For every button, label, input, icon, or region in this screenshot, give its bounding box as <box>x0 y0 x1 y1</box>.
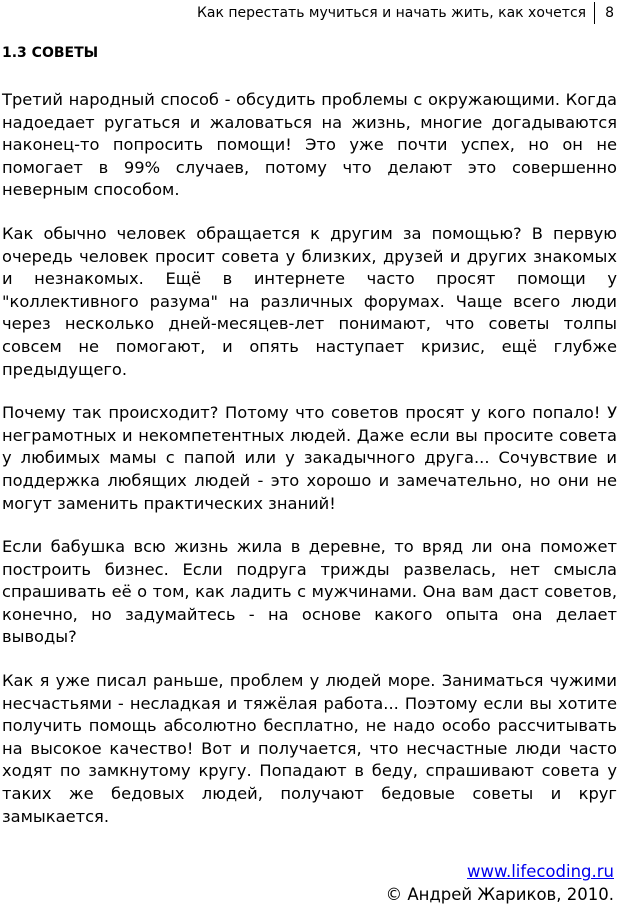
body-text <box>2 89 617 849</box>
paragraph-3: Почему так происходит? Потому что советов просят у кого попало! У неграмотных и некомпетентных людей. Даже если вы просите совета у любимых мамы с папой или у закадычного друга... Сочувствие и поддержка любящих людей - это хорошо и замечательно, но они не могут заменить практических знаний! <box>2 403 617 513</box>
section-heading: 1.3 СОВЕТЫ <box>2 45 99 61</box>
page-header <box>197 4 614 24</box>
paragraph-4: Если бабушка всю жизнь жила в деревне, то вряд ли она поможет построить бизнес. Если подруга трижды развелась, нет смысла спрашивать её о том, как ладить с мужчинами. Она вам даст советов, конечно, но задумайтесь - на основе какого опыта она делает выводы? <box>2 537 617 647</box>
copyright-notice: © Андрей Жариков, 2010. <box>385 885 614 904</box>
paragraph-5: Как я уже писал раньше, проблем у людей море. Заниматься чужими несчастьями - несладкая и тяжёлая работа... Поэтому если вы хотите получить помощь абсолютно бесплатно, не надо особо рассчитывать на высокое качество! Вот и получается, что несчастные люди часто ходят по замкнутому кругу. Попадают в беду, спрашивают совета у таких же бедовых людей, получают бедовые советы и круг замыкается. <box>2 671 617 826</box>
website-link[interactable]: www.lifecoding.ru <box>467 862 614 881</box>
page-footer <box>386 860 614 906</box>
paragraph-2: Как обычно человек обращается к другим за помощью? В первую очередь человек просит совета у близких, друзей и других знакомых и незнакомых. Ещё в интернете часто просят помощи у "коллективного разума" на различных форумах. Чаще всего люди через несколько дней-месяцев-лет понимают, что советы толпы совсем не помогают, и опять наступает кризис, ещё глубже предыдущего. <box>2 223 617 379</box>
header-divider <box>594 2 595 24</box>
book-title: Как перестать мучиться и начать жить, как хочется <box>196 5 587 21</box>
page-number: 8 <box>605 5 614 21</box>
paragraph-1: Третий народный способ - обсудить проблемы с окружающими. Когда надоедает ругаться и жаловаться на жизнь, многие догадываются наконец-то попросить помощи! Это уже почти успех, но он не помогает в 99% случаев, потому что делают это совершенно неверным способом. <box>2 90 617 200</box>
